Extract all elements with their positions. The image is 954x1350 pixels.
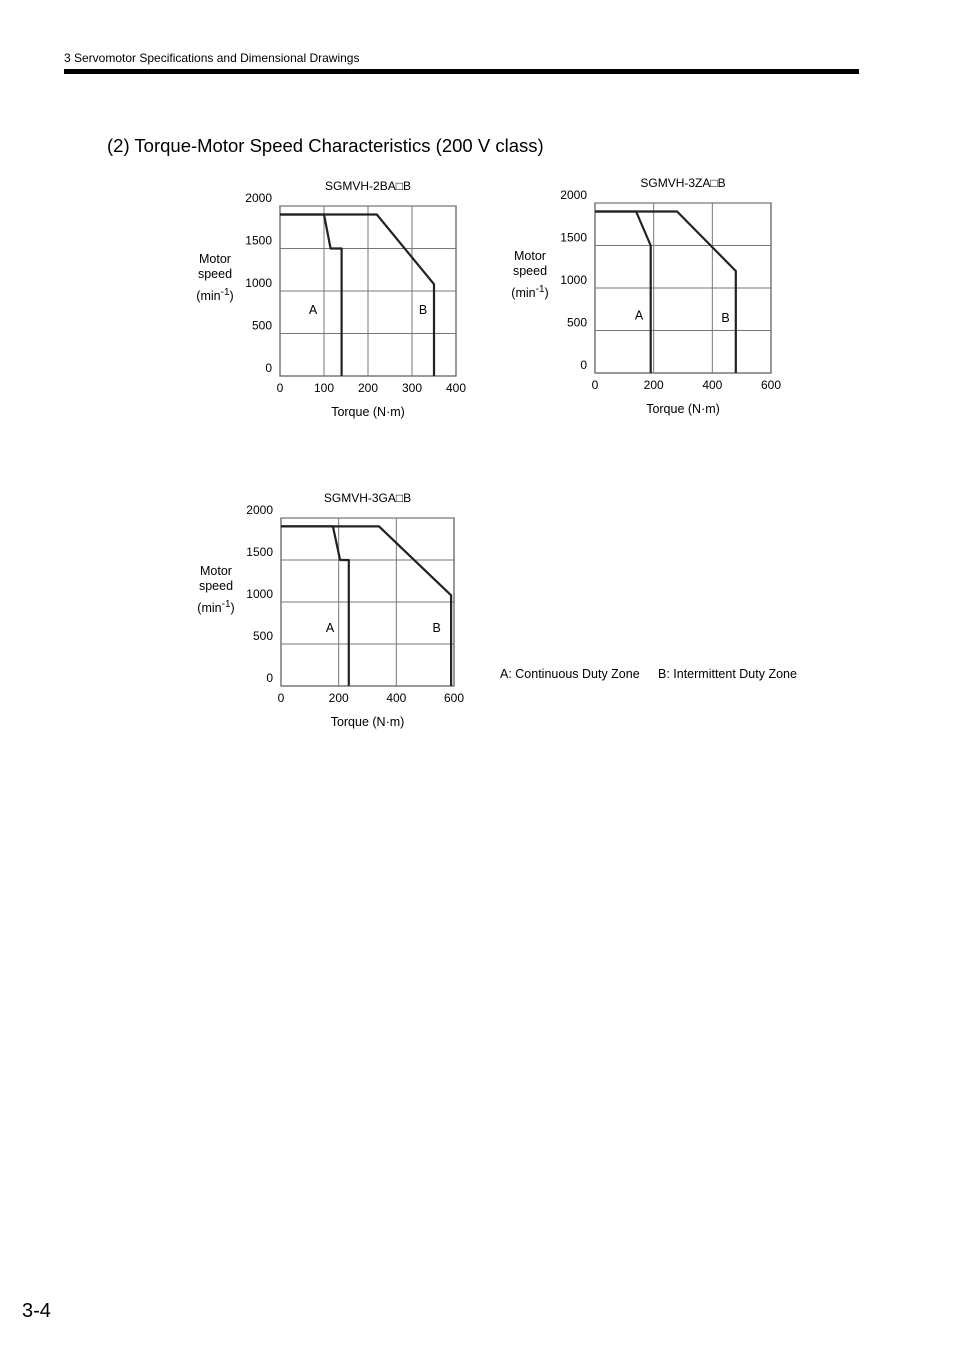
zone-label-b: B [432,621,441,636]
zone-label-a: A [325,621,335,636]
y-axis-label-line: speed [512,264,548,278]
x-axis-label: Torque (N·m) [646,402,720,416]
y-tick-label: 1500 [245,233,272,248]
chart-sgmvh-2ba [190,170,490,430]
y-tick-label: 1000 [560,273,587,287]
page-number: 3-4 [22,1300,51,1322]
x-tick-label: 400 [445,381,467,395]
x-tick-label: 400 [386,691,407,705]
y-tick-label: 1500 [560,230,587,245]
y-axis-unit-base: (min [197,601,222,615]
y-tick-label: 0 [265,361,272,375]
y-axis-unit-close: ) [229,289,234,303]
legend-continuous-duty: A: Continuous Duty Zone [500,667,640,681]
header-rule [64,69,859,74]
y-axis-unit-close: ) [230,601,235,615]
y-axis-unit [511,284,548,300]
y-tick-label: 500 [566,315,587,330]
y-axis-unit-base: (min [511,286,536,300]
x-axis-label: Torque (N·m) [331,405,405,419]
x-tick-label: 300 [401,381,423,395]
x-axis-label: Torque (N·m) [330,715,405,729]
y-axis-label-line: Motor [200,564,232,578]
x-tick-label: 200 [357,381,379,395]
y-axis-unit-sup: -1 [220,287,230,298]
chart-sgmvh-3za [510,170,810,430]
y-axis-label-line: speed [198,579,234,593]
y-axis-label-line: Motor [199,252,231,266]
y-tick-label: 0 [580,358,587,372]
y-axis-unit-sup: -1 [221,599,231,610]
y-tick-label: 1500 [246,545,273,559]
zone-label-a: A [308,302,318,317]
y-tick-label: 2000 [245,191,272,205]
x-tick-label: 100 [313,381,335,395]
x-tick-label: 200 [328,691,349,705]
y-axis-unit [196,287,233,303]
y-tick-label: 2000 [560,188,587,202]
y-axis-unit-sup: -1 [535,284,545,295]
chart-title: SGMVH-2BA□B [325,179,411,193]
x-tick-label: 600 [443,691,465,705]
y-axis-unit-close: ) [544,286,549,300]
y-tick-label: 500 [252,629,273,643]
y-axis-label-line: speed [197,267,233,281]
chapter-header: 3 Servomotor Specifications and Dimensional Drawings [64,51,360,65]
y-axis-unit [197,599,234,615]
zone-label-b: B [418,302,428,317]
y-tick-label: 2000 [246,503,273,517]
y-tick-label: 1000 [246,587,273,601]
x-tick-label: 0 [276,381,284,395]
x-tick-label: 400 [702,378,723,392]
x-tick-label: 0 [591,378,599,392]
chart-sgmvh-3ga [190,485,490,745]
y-tick-label: 1000 [245,276,272,290]
y-tick-label: 0 [266,671,273,685]
zone-label-b: B [721,311,730,325]
x-tick-label: 0 [277,691,285,705]
chart-title: SGMVH-3GA□B [323,491,412,505]
chart-title: SGMVH-3ZA□B [640,176,726,190]
section-title: (2) Torque-Motor Speed Characteristics (200 V class) [107,135,544,156]
x-tick-label: 600 [760,378,782,392]
y-axis-unit-base: (min [196,289,221,303]
y-tick-label: 500 [251,318,272,333]
zone-label-a: A [634,308,644,323]
legend-intermittent-duty: B: Intermittent Duty Zone [658,667,797,681]
x-tick-label: 200 [643,378,664,392]
y-axis-label-line: Motor [514,249,546,263]
